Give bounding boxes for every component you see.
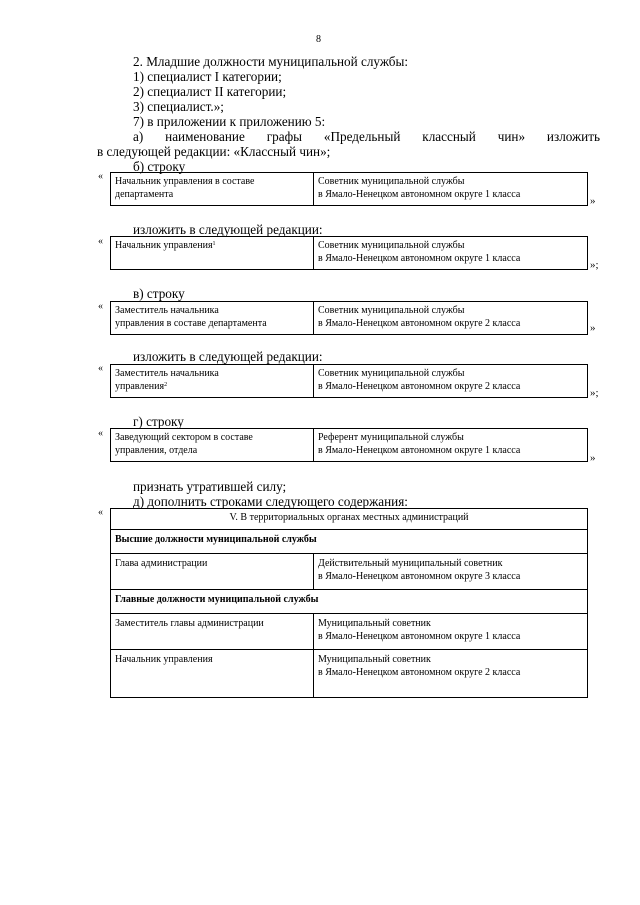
section-heading: Главные должности муниципальной службы xyxy=(111,589,587,613)
rank-cell xyxy=(314,429,587,461)
close-quote: » xyxy=(590,452,596,464)
rank-cell xyxy=(314,173,587,205)
cell-line: Муниципальный советник xyxy=(318,654,431,665)
rank-cell xyxy=(314,554,587,589)
open-quote: « xyxy=(98,171,103,182)
table-row xyxy=(111,649,587,697)
text-line-6: а) наименование графы «Предельный классный чин» изложить xyxy=(133,129,600,144)
position-cell xyxy=(111,237,314,269)
cell-line: управления в составе департамента xyxy=(115,317,267,329)
text-line-2: 1) специалист I категории; xyxy=(133,69,282,84)
table-row xyxy=(111,613,587,649)
cell-line: в Ямало-Ненецком автономном округе 3 класса xyxy=(318,570,521,582)
cell-line: Референт муниципальной службы xyxy=(318,432,464,443)
open-quote: « xyxy=(98,301,103,312)
cell-line: Начальник управления xyxy=(115,240,213,251)
cell-line: Советник муниципальной службы xyxy=(318,176,465,187)
text-line-5: 7) в приложении к приложению 5: xyxy=(133,114,326,129)
rank-cell xyxy=(314,365,587,397)
cell-line: в Ямало-Ненецком автономном округе 1 класса xyxy=(318,188,521,200)
cell-line: Заведующий сектором в составе xyxy=(115,432,253,443)
table-row-g xyxy=(110,428,588,462)
close-quote: » xyxy=(590,195,596,207)
cell-line: в Ямало-Ненецком автономном округе 1 класса xyxy=(318,630,521,642)
footnote-mark: 1 xyxy=(212,241,216,247)
cell-line: в Ямало-Ненецком автономном округе 1 класса xyxy=(318,444,521,456)
position-cell xyxy=(111,173,314,205)
close-quote: »; xyxy=(590,387,599,399)
position-cell: Глава администрации xyxy=(111,554,314,589)
rank-cell xyxy=(314,614,587,649)
table-header: V. В территориальных органах местных администраций xyxy=(229,512,469,523)
text-line-1: 2. Младшие должности муниципальной службы: xyxy=(133,54,409,69)
open-quote: « xyxy=(98,428,103,439)
text-line-13: признать утратившей силу; xyxy=(133,479,287,494)
position-cell: Начальник управления xyxy=(111,650,314,697)
cell-line: управления xyxy=(115,380,165,392)
section-heading: Высшие должности муниципальной службы xyxy=(111,529,587,553)
open-quote: « xyxy=(98,236,103,247)
position-cell xyxy=(111,365,314,397)
open-quote: « xyxy=(98,507,103,518)
rank-cell xyxy=(314,302,587,334)
rank-cell xyxy=(314,237,587,269)
cell-line: в Ямало-Ненецком автономном округе 2 класса xyxy=(318,666,521,678)
table-row-b-old xyxy=(110,172,588,206)
cell-line: Заместитель начальника xyxy=(115,368,219,379)
cell-line: в Ямало-Ненецком автономном округе 1 класса xyxy=(318,252,521,264)
rank-cell xyxy=(314,650,587,697)
cell-line: в Ямало-Ненецком автономном округе 2 класса xyxy=(318,380,521,392)
cell-line: департамента xyxy=(115,188,174,200)
text-line-8: б) строку xyxy=(133,159,186,174)
table-row xyxy=(111,553,587,589)
text-line-10: в) строку xyxy=(133,286,185,301)
close-quote: »; xyxy=(590,259,599,271)
table-row-b-new xyxy=(110,236,588,270)
cell-line: Заместитель начальника xyxy=(115,305,219,316)
cell-line: Советник муниципальной службы xyxy=(318,240,465,251)
cell-line: Советник муниципальной службы xyxy=(318,368,465,379)
open-quote: « xyxy=(98,363,103,374)
additional-rows-table xyxy=(110,508,588,698)
text-line-3: 2) специалист II категории; xyxy=(133,84,287,99)
text-line-7: в следующей редакции: «Классный чин»; xyxy=(97,144,331,159)
position-cell: Заместитель главы администрации xyxy=(111,614,314,649)
text-line-4: 3) специалист.»; xyxy=(133,99,224,114)
cell-line: Действительный муниципальный советник xyxy=(318,558,503,569)
table-row-v-old xyxy=(110,301,588,335)
cell-line: в Ямало-Ненецком автономном округе 2 класса xyxy=(318,317,521,329)
position-cell xyxy=(111,302,314,334)
text-line-9: изложить в следующей редакции: xyxy=(133,222,323,237)
close-quote: » xyxy=(590,322,596,334)
cell-line: Начальник управления в составе xyxy=(115,176,255,187)
text-line-12: г) строку xyxy=(133,414,184,429)
page-number: 8 xyxy=(316,34,321,45)
cell-line: Муниципальный советник xyxy=(318,618,431,629)
cell-line: управления, отдела xyxy=(115,444,198,456)
table-row-v-new xyxy=(110,364,588,398)
cell-line: Советник муниципальной службы xyxy=(318,305,465,316)
text-line-11: изложить в следующей редакции: xyxy=(133,349,323,364)
text-line-14: д) дополнить строками следующего содержания: xyxy=(133,494,408,509)
footnote-mark: 2 xyxy=(164,381,168,388)
position-cell xyxy=(111,429,314,461)
